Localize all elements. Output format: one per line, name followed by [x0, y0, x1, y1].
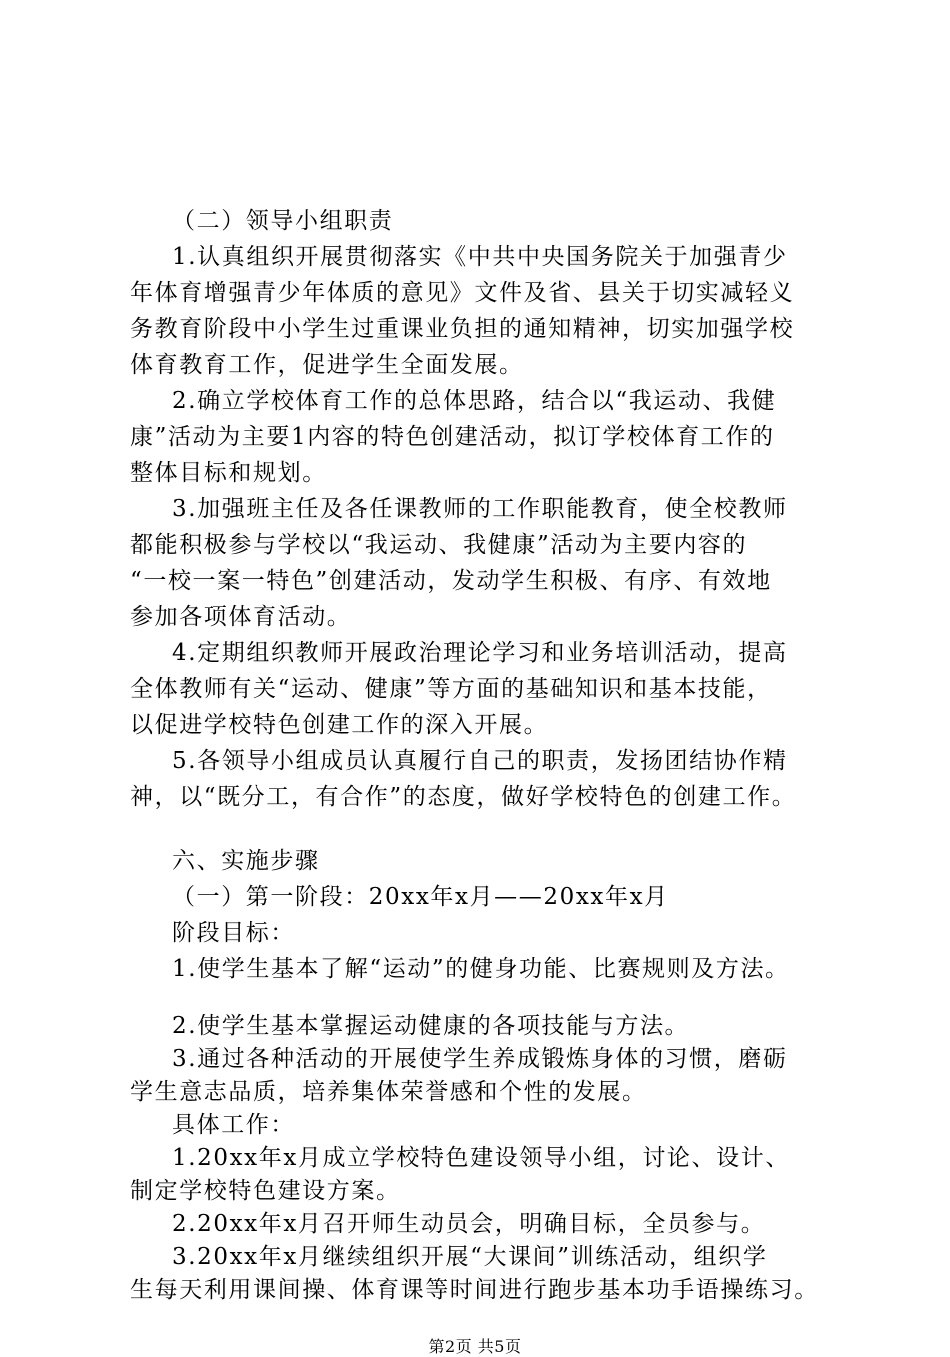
paragraph-line: 2.20xx年x月召开师生动员会，明确目标，全员参与。: [172, 1211, 766, 1237]
paragraph-line: “一校一案一特色”创建活动，发动学生积极、有序、有效地: [130, 568, 772, 594]
paragraph-line: 体育教育工作，促进学生全面发展。: [130, 352, 524, 378]
paragraph-line: 康”活动为主要1内容的特色创建活动，拟订学校体育工作的: [130, 424, 775, 450]
paragraph-line: 学生意志品质，培养集体荣誉感和个性的发展。: [130, 1079, 647, 1105]
paragraph-line: 5.各领导小组成员认真履行自己的职责，发扬团结协作精: [172, 748, 788, 774]
subsection-heading: （二）领导小组职责: [172, 208, 394, 234]
paragraph-line: 3.通过各种活动的开展使学生养成锻炼身体的习惯，磨砺: [172, 1046, 788, 1072]
paragraph-line: 4.定期组织教师开展政治理论学习和业务培训活动，提高: [172, 640, 788, 666]
paragraph-line: 制定学校特色建设方案。: [130, 1178, 401, 1204]
paragraph-line: 1.使学生基本了解“运动”的健身功能、比赛规则及方法。: [172, 956, 790, 982]
paragraph-line: 都能积极参与学校以“我运动、我健康”活动为主要内容的: [130, 532, 748, 558]
paragraph-line: 务教育阶段中小学生过重课业负担的通知精神，切实加强学校: [130, 316, 795, 342]
page-number-footer: 第2页 共5页: [428, 1337, 522, 1356]
paragraph-line: 3.加强班主任及各任课教师的工作职能教育，使全校教师: [172, 496, 788, 522]
paragraph-line: 以促进学校特色创建工作的深入开展。: [130, 712, 549, 738]
paragraph-line: 整体目标和规划。: [130, 460, 327, 486]
paragraph-line: 3.20xx年x月继续组织开展“大课间”训练活动，组织学: [172, 1244, 768, 1270]
paragraph-line: 生每天利用课间操、体育课等时间进行跑步基本功手语操练习。: [130, 1277, 819, 1303]
paragraph-line: 参加各项体育活动。: [130, 604, 352, 630]
section-heading: 六、实施步骤: [172, 848, 320, 874]
paragraph-line: 2.确立学校体育工作的总体思路，结合以“我运动、我健: [172, 388, 777, 414]
paragraph-line: 年体育增强青少年体质的意见》文件及省、县关于切实减轻义: [130, 280, 795, 306]
paragraph-line: 1.20xx年x月成立学校特色建设领导小组，讨论、设计、: [172, 1145, 790, 1171]
stage-heading: （一）第一阶段：20xx年x月——20xx年x月: [172, 884, 669, 910]
subheading: 具体工作：: [172, 1112, 295, 1138]
paragraph-line: 2.使学生基本掌握运动健康的各项技能与方法。: [172, 1013, 690, 1039]
subheading: 阶段目标：: [172, 920, 295, 946]
paragraph-line: 1.认真组织开展贯彻落实《中共中央国务院关于加强青少: [172, 244, 788, 270]
paragraph-line: 神，以“既分工，有合作”的态度，做好学校特色的创建工作。: [130, 784, 797, 810]
paragraph-line: 全体教师有关“运动、健康”等方面的基础知识和基本技能，: [130, 676, 772, 702]
